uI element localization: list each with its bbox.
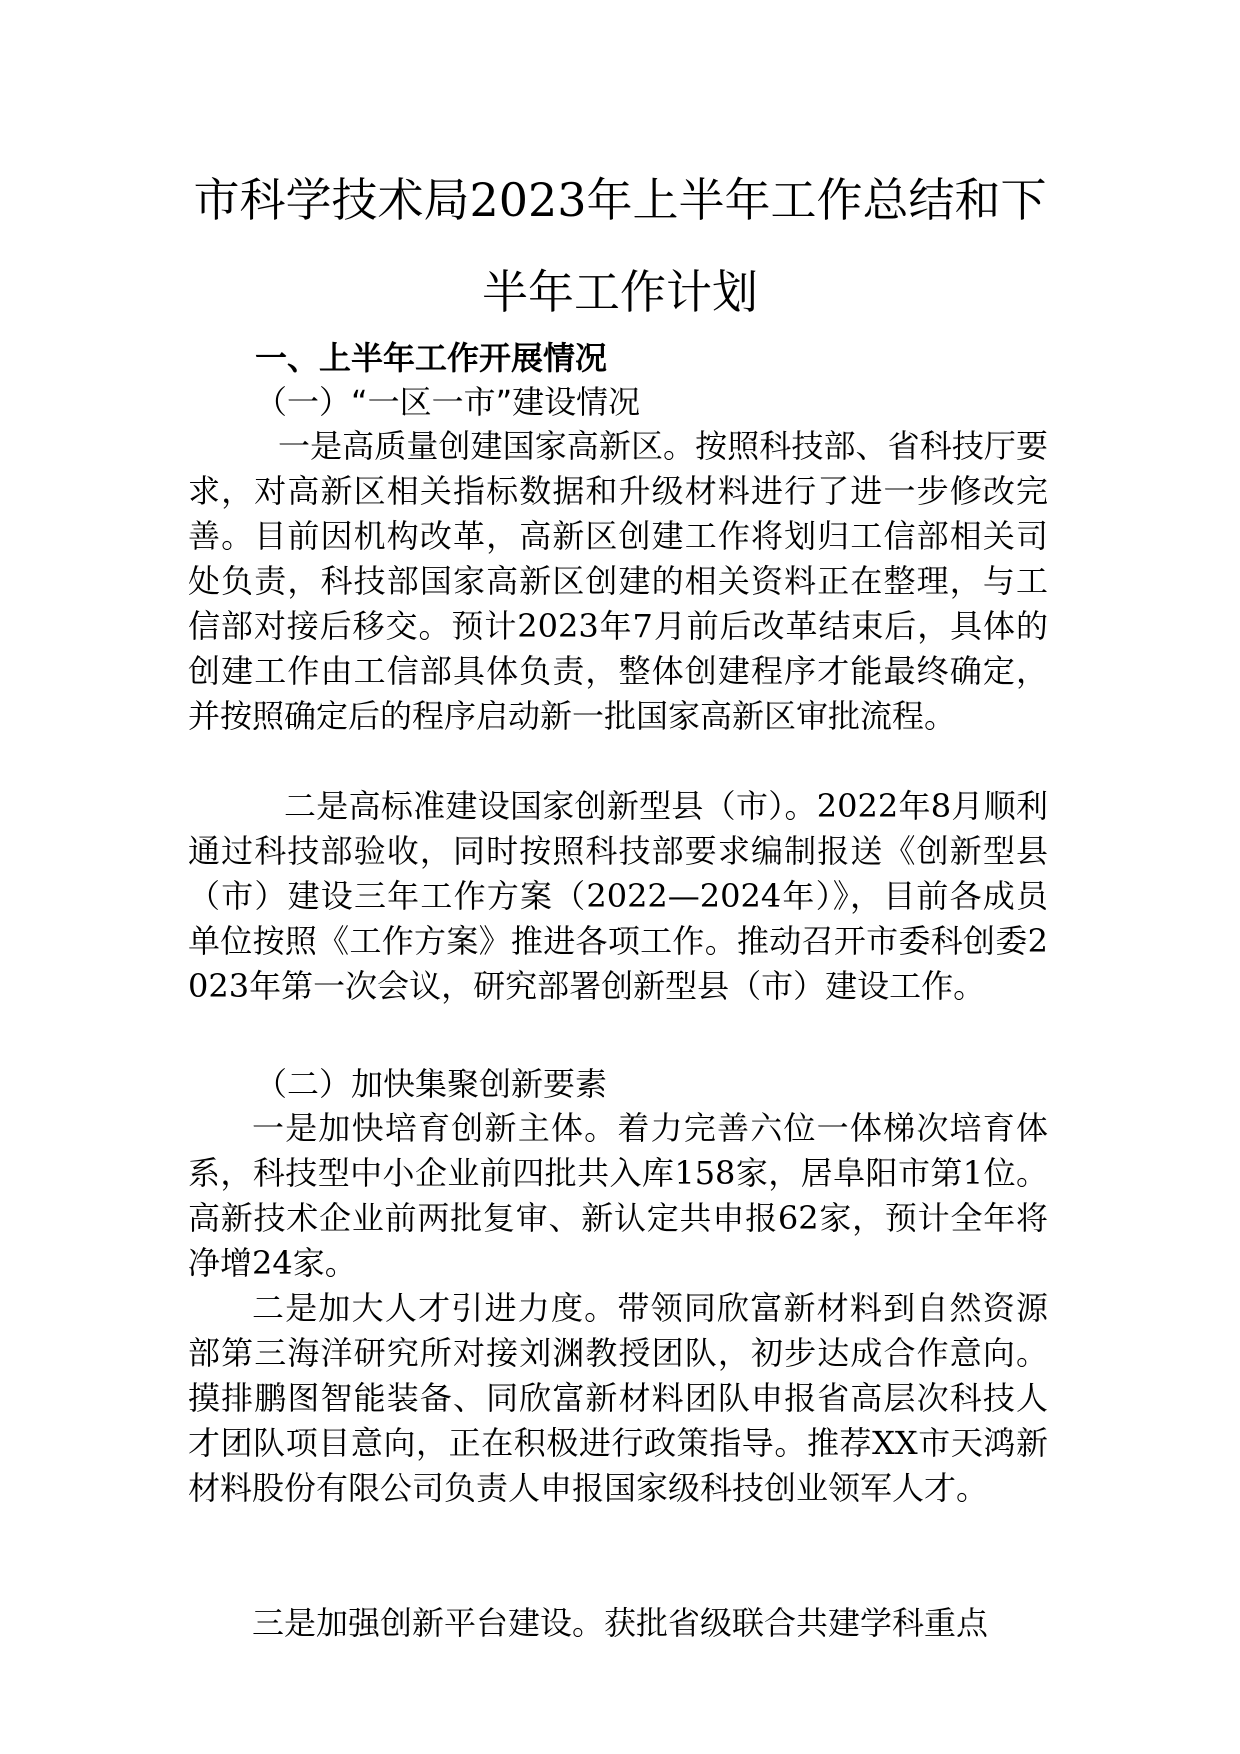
paragraph-high-tech-zone: 一是高质量创建国家高新区。按照科技部、省科技厅要求，对高新区相关指标数据和升级材料进行了进一步修改完善。目前因机构改革，高新区创建工作将划归工信部相关司处负责，科技部国家高新区创建的相关资料正在整理，与工信部对接后移交。预计2023年7月前后改革结束后，具体的创建工作由工信部具体负责，整体创建程序才能最终确定，并按照确定后的程序启动新一批国家高新区审批流程。: [188, 427, 1048, 735]
paragraph-innovative-county: 二是高标准建设国家创新型县（市）。2022年8月顺利通过科技部验收，同时按照科技部要求编制报送《创新型县（市）建设三年工作方案（2022—2024年）》，目前各成员单位按照《工作方案》推进各项工作。推动召开市委科创委2023年第一次会议，研究部署创新型县（市）建设工作。: [188, 787, 1048, 1005]
subsection-heading-2: （二）加快集聚创新要素: [255, 1065, 608, 1103]
document-title-line-2: 半年工作计划: [482, 265, 758, 319]
subsection-heading-1: （一）“一区一市”建设情况: [255, 383, 641, 421]
paragraph-talent-introduction: 二是加大人才引进力度。带领同欣富新材料到自然资源部第三海洋研究所对接刘渊教授团队，初步达成合作意向。摸排鹏图智能装备、同欣富新材料团队申报省高层次科技人才团队项目意向，正在积极进行政策指导。推荐XX市天鸿新材料股份有限公司负责人申报国家级科技创业领军人才。: [188, 1289, 1048, 1507]
paragraph-innovation-entities: 一是加快培育创新主体。着力完善六位一体梯次培育体系，科技型中小企业前四批共入库158家，居阜阳市第1位。高新技术企业前两批复审、新认定共申报62家，预计全年将净增24家。: [188, 1109, 1048, 1282]
document-title-line-1: 市科学技术局2023年上半年工作总结和下: [193, 173, 1047, 227]
section-heading-1: 一、上半年工作开展情况: [255, 339, 608, 377]
paragraph-innovation-platform: 三是加强创新平台建设。获批省级联合共建学科重点: [252, 1604, 989, 1642]
